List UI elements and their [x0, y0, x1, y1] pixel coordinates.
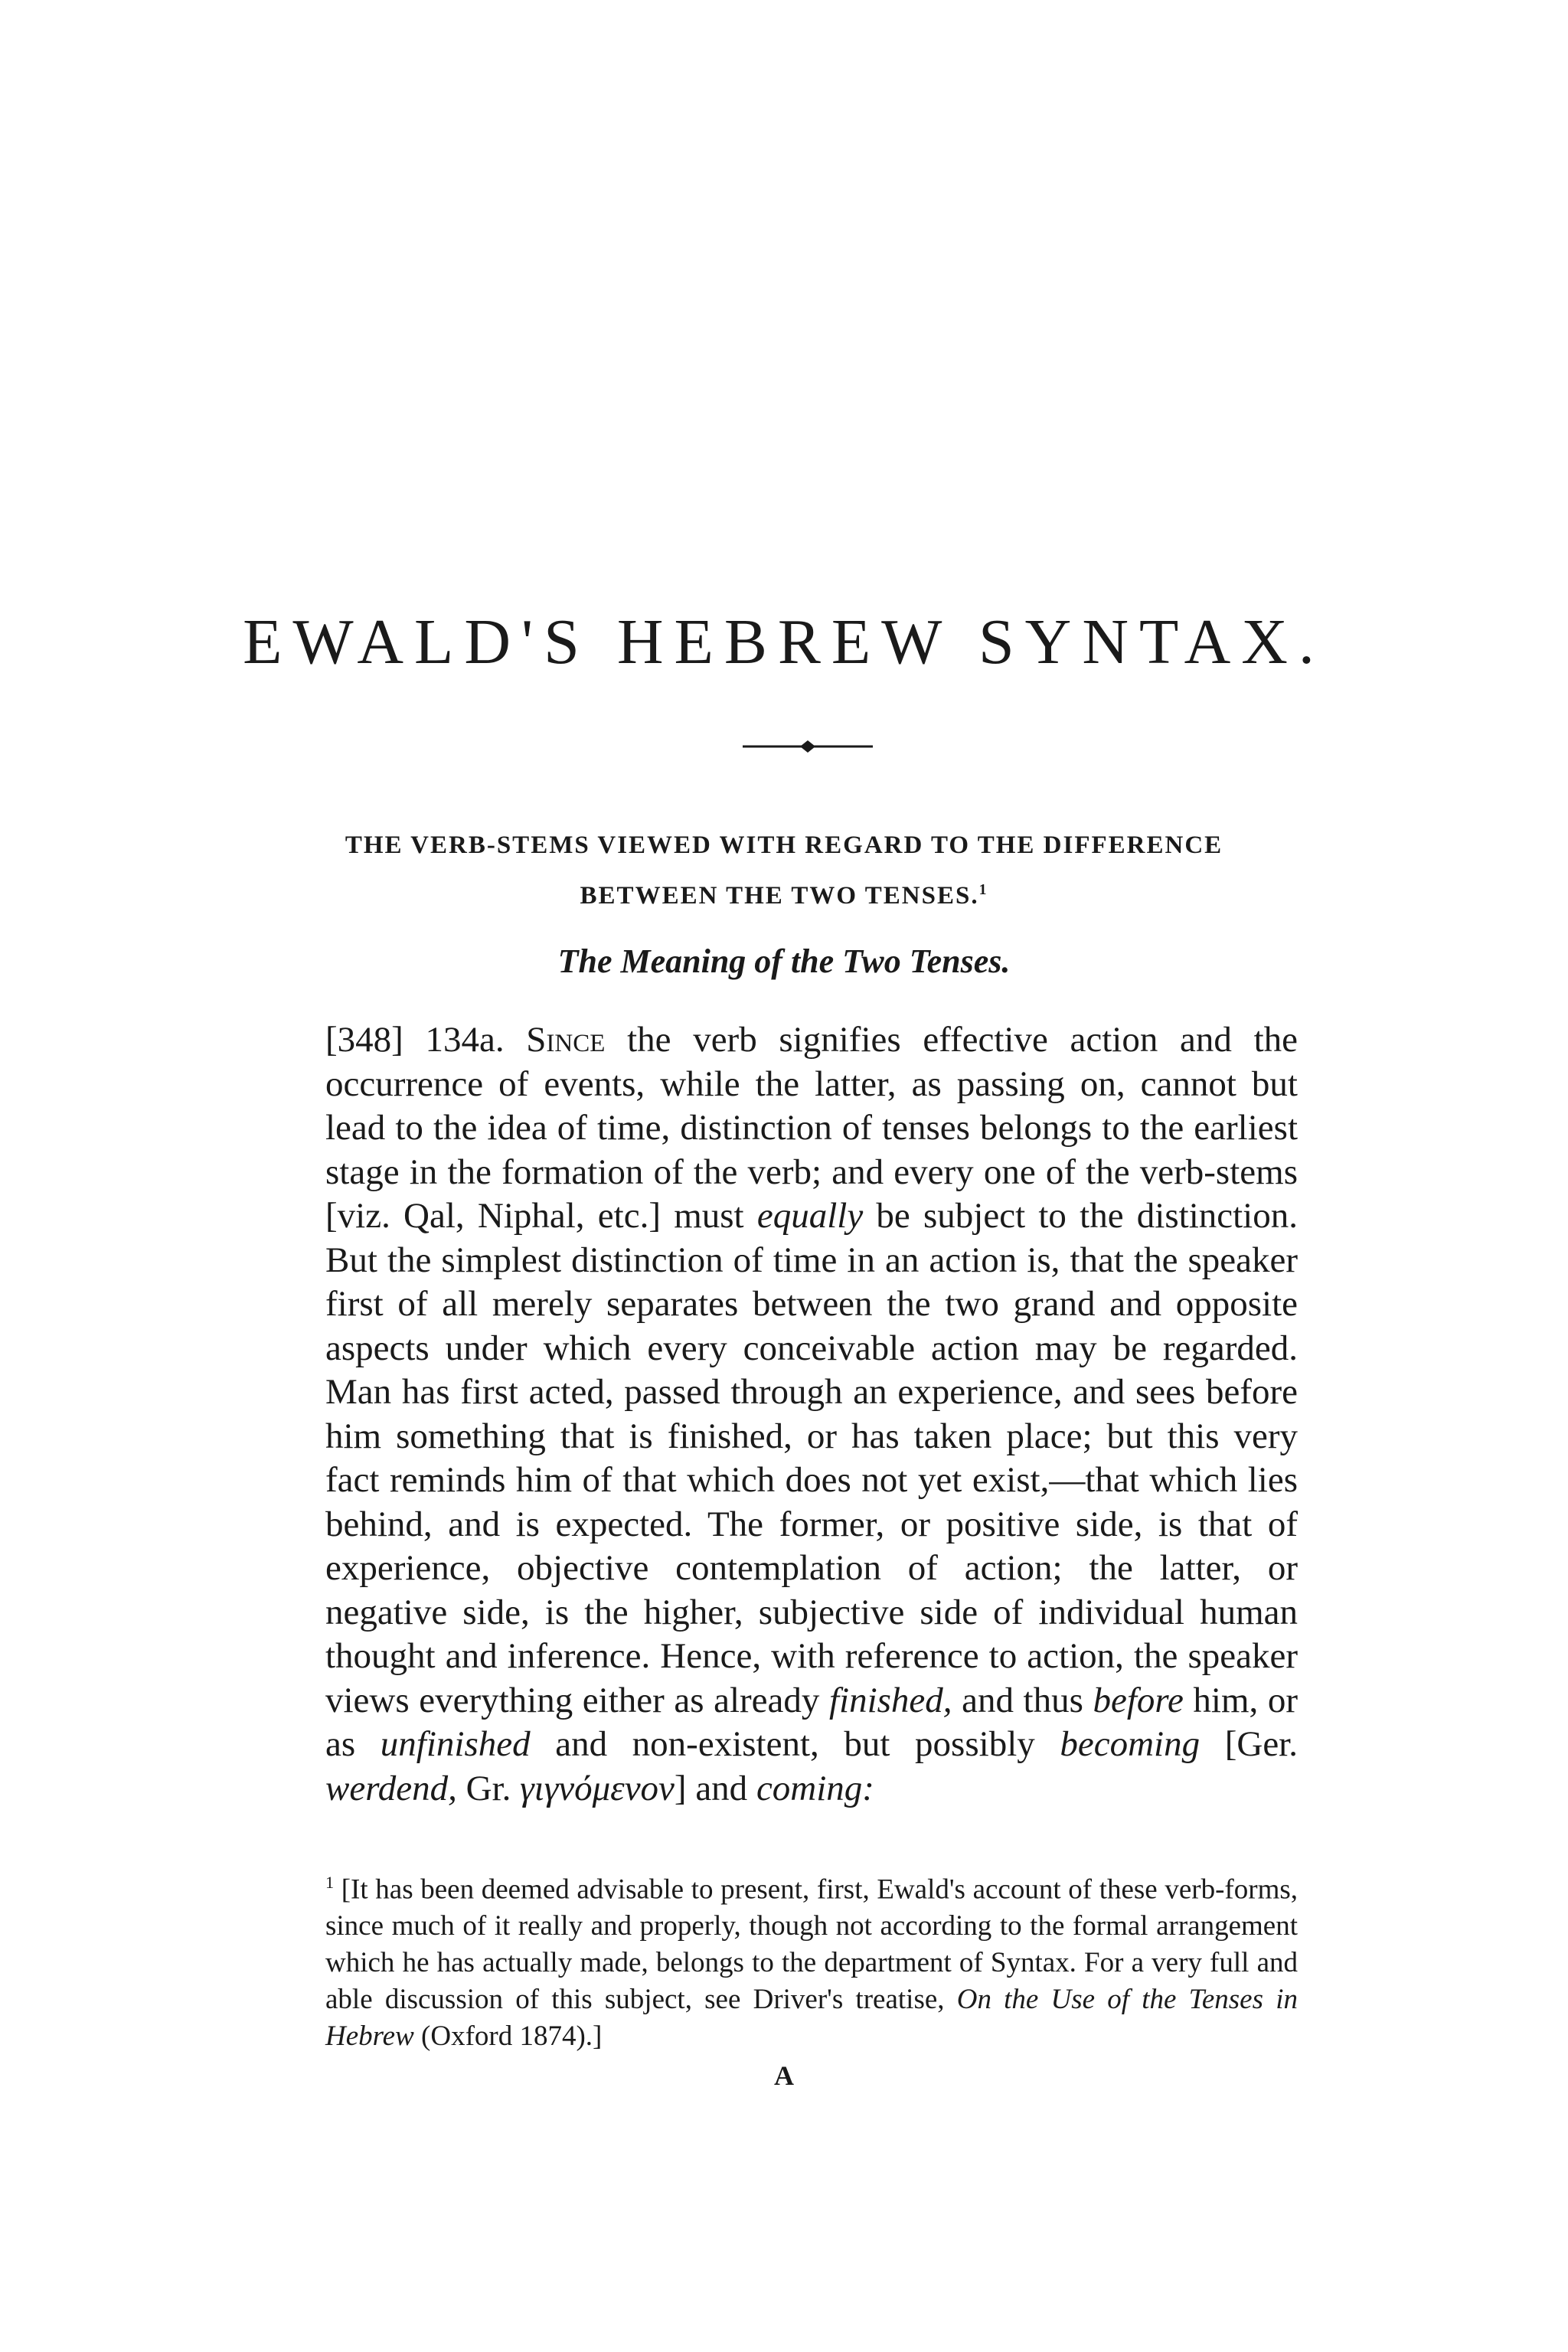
paragraph-text: him, or as	[325, 1680, 1298, 1764]
paragraph-lead-word: Since	[526, 1020, 606, 1060]
emphasis-text: becoming	[1060, 1724, 1200, 1764]
paragraph-text: the verb signifies effective action and the occurrence of events, while the latter, as passing on, cannot but lead to the idea of time, distinction of tenses belongs to the earliest stage in the formation of the verb; and every one of the verb-stems [viz. Qal, Niphal, etc.] must	[325, 1020, 1298, 1236]
section-heading-line-2: BETWEEN THE TWO TENSES.	[580, 882, 979, 910]
paragraph-text: Gr.	[456, 1768, 521, 1808]
footnote	[325, 1864, 1298, 2055]
section-heading	[0, 823, 1568, 918]
footnote-book-title: On the Use of the Tenses in Hebrew	[325, 1984, 1298, 2053]
paragraph-text: ] and	[674, 1768, 756, 1808]
title-ornament-icon	[743, 739, 873, 754]
signature-mark: A	[774, 2060, 794, 2091]
paragraph-text: and thus	[952, 1680, 1093, 1720]
section-heading-line-1: THE VERB-STEMS VIEWED WITH REGARD TO THE DIFFERENCE	[345, 831, 1223, 859]
paragraph-number: [348] 134a.	[325, 1020, 505, 1060]
body-paragraph	[325, 1018, 1298, 1811]
emphasis-text: werdend,	[325, 1768, 457, 1808]
emphasis-text: unfinished	[380, 1724, 531, 1764]
paragraph-text: be subject to the distinction. But the simplest distinction of time in an action is, that the speaker first of all merely separates between the two grand and opposite aspects under which every conceivable action may be regarded. Man has first acted, passed through an experience, and sees before him something that is finished, or has taken place; but this very fact reminds him of that which does not yet exist,—that which lies behind, and is expected. The former, or positive side, is that of experience, objective contemplation of action; the latter, or negative side, is the higher, subjective side of individual human thought and inference. Hence, with reference to action, the speaker views everything either as already	[325, 1196, 1298, 1720]
emphasis-text: coming:	[756, 1768, 874, 1808]
subheading: The Meaning of the Two Tenses.	[557, 942, 1011, 980]
emphasis-text: before	[1093, 1680, 1184, 1720]
footnote-reference: 1	[978, 881, 988, 898]
emphasis-text: equally	[756, 1196, 864, 1236]
footnote-mark: 1	[325, 1873, 335, 1892]
paragraph-text: and non-existent, but possibly	[530, 1724, 1060, 1764]
footnote-text: (Oxford 1874).]	[413, 2020, 603, 2053]
emphasis-text: finished,	[828, 1680, 952, 1720]
page-title: EWALD'S HEBREW SYNTAX.	[243, 606, 1325, 678]
footnote-text: [It has been deemed advisable to present, first, Ewald's account of these verb-forms, since much of it really and properly, though not according to the formal arrangement which he has actually made, belongs to the department of Syntax. For a very full and able discussion of this subject, see Driver's treatise,	[325, 1873, 1298, 2016]
paragraph-text: [Ger.	[1200, 1724, 1298, 1764]
greek-text: γιγνόμενον	[520, 1768, 675, 1808]
